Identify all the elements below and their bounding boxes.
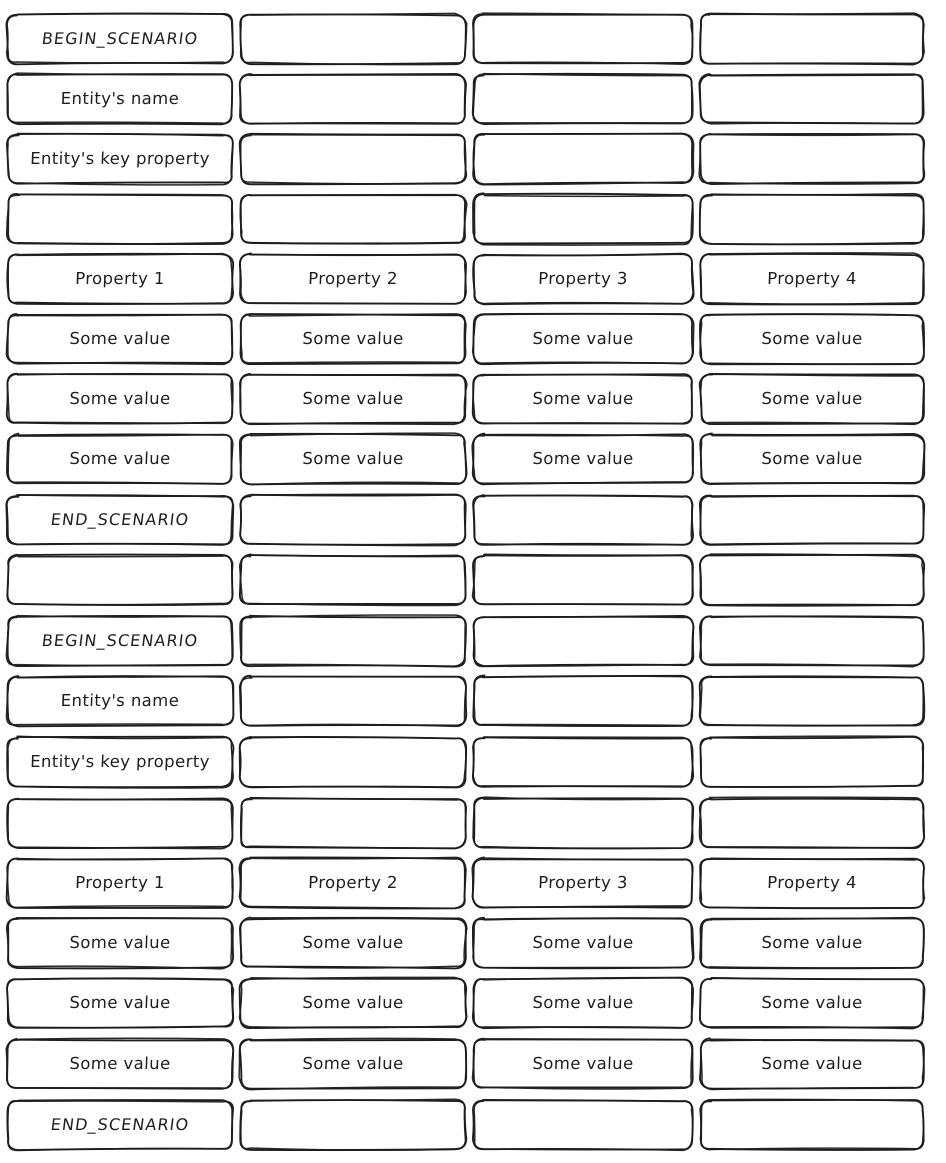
cell-label: Property 1 <box>74 268 166 288</box>
empty-cell[interactable] <box>239 193 467 245</box>
empty-cell[interactable] <box>699 1099 925 1151</box>
empty-cell[interactable] <box>472 615 694 667</box>
cell-scenario-1-begin-c1[interactable] <box>6 13 234 65</box>
cell-scenario-2-data-3-c4[interactable] <box>699 1038 925 1090</box>
cell-scenario-1-data-1-c4[interactable] <box>699 313 925 365</box>
sketch-rect-icon <box>472 133 694 185</box>
empty-cell[interactable] <box>472 1099 694 1151</box>
cell-label: Some value <box>532 328 634 348</box>
cell-label: Property 4 <box>766 872 858 892</box>
empty-cell[interactable] <box>6 797 234 849</box>
cell-label: Some value <box>69 388 171 408</box>
empty-cell[interactable] <box>472 554 694 606</box>
cell-label: Property 2 <box>307 872 399 892</box>
cell-label: Some value <box>302 992 404 1012</box>
cell-scenario-2-data-2-c4[interactable] <box>699 977 925 1029</box>
cell-scenario-2-end-c1[interactable] <box>6 1099 234 1151</box>
sketch-rect-icon <box>699 797 925 849</box>
empty-cell[interactable] <box>239 1099 467 1151</box>
sketch-rect-icon <box>239 675 467 727</box>
sketch-rect-icon <box>472 736 694 788</box>
cell-scenario-1-data-1-c2[interactable] <box>239 313 467 365</box>
sketch-rect-icon <box>699 615 925 667</box>
cell-label: Some value <box>69 448 171 468</box>
table-row <box>0 857 946 909</box>
sketch-rect-icon <box>472 675 694 727</box>
empty-cell[interactable] <box>472 133 694 185</box>
cell-scenario-1-data-3-c3[interactable] <box>472 433 694 485</box>
cell-scenario-1-data-2-c4[interactable] <box>699 373 925 425</box>
cell-label: Entity's key property <box>29 148 211 168</box>
cell-scenario-2-data-1-c1[interactable] <box>6 917 234 969</box>
cell-scenario-1-header-c4[interactable] <box>699 253 925 305</box>
table-row <box>0 133 946 185</box>
cell-label: Entity's name <box>60 690 180 710</box>
table-row <box>0 494 946 546</box>
sketch-rect-icon <box>472 1099 694 1151</box>
cell-label: Some value <box>69 992 171 1012</box>
empty-cell[interactable] <box>472 675 694 727</box>
cell-scenario-2-data-1-c2[interactable] <box>239 917 467 969</box>
sketch-rect-icon <box>6 193 234 245</box>
sketch-rect-icon <box>472 554 694 606</box>
table-row <box>0 433 946 485</box>
empty-cell[interactable] <box>239 554 467 606</box>
cell-scenario-2-entity-name-c1[interactable] <box>6 675 234 727</box>
empty-cell[interactable] <box>472 193 694 245</box>
cell-scenario-1-header-c2[interactable] <box>239 253 467 305</box>
cell-label: Some value <box>69 1053 171 1073</box>
empty-cell[interactable] <box>239 675 467 727</box>
empty-cell[interactable] <box>239 494 467 546</box>
sketch-rect-icon <box>472 494 694 546</box>
empty-cell[interactable] <box>239 797 467 849</box>
cell-label: Some value <box>532 932 634 952</box>
cell-scenario-2-data-1-c4[interactable] <box>699 917 925 969</box>
sketch-rect-icon <box>699 1099 925 1151</box>
empty-cell[interactable] <box>699 73 925 125</box>
cell-label: Some value <box>761 932 863 952</box>
empty-cell[interactable] <box>472 73 694 125</box>
sketch-rect-icon <box>699 675 925 727</box>
cell-label: Some value <box>532 448 634 468</box>
cell-label: Some value <box>69 328 171 348</box>
sketch-rect-icon <box>472 797 694 849</box>
cell-scenario-1-data-3-c1[interactable] <box>6 433 234 485</box>
cell-label: Some value <box>761 992 863 1012</box>
table-row <box>0 193 946 245</box>
cell-label: Some value <box>761 388 863 408</box>
empty-cell[interactable] <box>699 133 925 185</box>
empty-cell[interactable] <box>699 193 925 245</box>
table-row <box>0 917 946 969</box>
cell-scenario-2-header-c4[interactable] <box>699 857 925 909</box>
sketch-rect-icon <box>239 797 467 849</box>
cell-scenario-2-header-c3[interactable] <box>472 857 694 909</box>
empty-cell[interactable] <box>699 736 925 788</box>
empty-cell[interactable] <box>472 494 694 546</box>
empty-cell[interactable] <box>239 133 467 185</box>
empty-cell[interactable] <box>239 615 467 667</box>
table-row <box>0 736 946 788</box>
cell-label: Some value <box>532 388 634 408</box>
cell-scenario-2-data-3-c3[interactable] <box>472 1038 694 1090</box>
table-row <box>0 675 946 727</box>
cell-label: Some value <box>532 992 634 1012</box>
cell-label: END_SCENARIO <box>49 510 191 529</box>
cell-label: Some value <box>302 328 404 348</box>
empty-cell[interactable] <box>239 73 467 125</box>
cell-scenario-1-data-3-c2[interactable] <box>239 433 467 485</box>
cell-label: Some value <box>761 328 863 348</box>
sketch-rect-icon <box>699 73 925 125</box>
cell-label: Some value <box>532 1053 634 1073</box>
empty-cell[interactable] <box>472 797 694 849</box>
empty-cell[interactable] <box>699 797 925 849</box>
sketch-rect-icon <box>239 615 467 667</box>
cell-label: Some value <box>761 448 863 468</box>
cell-label: Some value <box>302 1053 404 1073</box>
cell-scenario-1-data-2-c3[interactable] <box>472 373 694 425</box>
table-row <box>0 313 946 365</box>
cell-label: Some value <box>69 932 171 952</box>
cell-scenario-1-data-1-c3[interactable] <box>472 313 694 365</box>
table-row <box>0 977 946 1029</box>
cell-label: BEGIN_SCENARIO <box>40 29 200 48</box>
cell-scenario-1-data-1-c1[interactable] <box>6 313 234 365</box>
empty-cell[interactable] <box>699 13 925 65</box>
cell-label: BEGIN_SCENARIO <box>40 631 200 650</box>
table-row <box>0 73 946 125</box>
sketch-rect-icon <box>6 554 234 606</box>
sketch-rect-icon <box>699 736 925 788</box>
sketch-rect-icon <box>239 554 467 606</box>
empty-cell[interactable] <box>239 736 467 788</box>
sketch-rect-icon <box>239 133 467 185</box>
cell-label: Entity's key property <box>29 751 211 771</box>
cell-label: Property 4 <box>766 268 858 288</box>
cell-scenario-2-header-c1[interactable] <box>6 857 234 909</box>
sketch-rect-icon <box>239 73 467 125</box>
sketch-rect-icon <box>472 13 694 65</box>
table-row <box>0 554 946 606</box>
cell-scenario-1-data-2-c1[interactable] <box>6 373 234 425</box>
sketch-rect-icon <box>472 73 694 125</box>
cell-label: Property 2 <box>307 268 399 288</box>
table-row <box>0 373 946 425</box>
sketch-rect-icon <box>239 494 467 546</box>
table-row <box>0 1099 946 1151</box>
cell-label: Some value <box>302 932 404 952</box>
table-row <box>0 615 946 667</box>
empty-cell[interactable] <box>699 615 925 667</box>
cell-scenario-2-header-c2[interactable] <box>239 857 467 909</box>
cell-label: Property 3 <box>537 268 629 288</box>
cell-label: Some value <box>302 388 404 408</box>
sketch-rect-icon <box>472 193 694 245</box>
empty-cell[interactable] <box>699 675 925 727</box>
cell-scenario-2-data-3-c2[interactable] <box>239 1038 467 1090</box>
cell-scenario-1-header-c3[interactable] <box>472 253 694 305</box>
cell-scenario-2-begin-c1[interactable] <box>6 615 234 667</box>
cell-scenario-2-data-2-c1[interactable] <box>6 977 234 1029</box>
sketch-rect-icon <box>239 736 467 788</box>
cell-label: Some value <box>302 448 404 468</box>
table-row <box>0 797 946 849</box>
cell-scenario-1-header-c1[interactable] <box>6 253 234 305</box>
cell-label: Property 3 <box>537 872 629 892</box>
table-row <box>0 253 946 305</box>
sketch-rect-icon <box>699 193 925 245</box>
sketch-rect-icon <box>239 193 467 245</box>
empty-cell[interactable] <box>239 13 467 65</box>
cell-scenario-2-data-2-c3[interactable] <box>472 977 694 1029</box>
sketch-rect-icon <box>699 133 925 185</box>
sketch-rect-icon <box>239 13 467 65</box>
cell-scenario-2-data-3-c1[interactable] <box>6 1038 234 1090</box>
cell-scenario-1-data-2-c2[interactable] <box>239 373 467 425</box>
empty-cell[interactable] <box>699 554 925 606</box>
table-row <box>0 1038 946 1090</box>
sketch-rect-icon <box>239 1099 467 1151</box>
cell-scenario-2-data-2-c2[interactable] <box>239 977 467 1029</box>
cell-scenario-1-data-3-c4[interactable] <box>699 433 925 485</box>
sketch-rect-icon <box>699 494 925 546</box>
sketch-rect-icon <box>472 615 694 667</box>
empty-cell[interactable] <box>472 13 694 65</box>
cell-label: Some value <box>761 1053 863 1073</box>
empty-cell[interactable] <box>699 494 925 546</box>
sketch-rect-icon <box>699 13 925 65</box>
cell-label: Entity's name <box>60 88 180 108</box>
cell-scenario-1-end-c1[interactable] <box>6 494 234 546</box>
sketch-rect-icon <box>699 554 925 606</box>
cell-scenario-1-entity-key-c1[interactable] <box>6 133 234 185</box>
empty-cell[interactable] <box>472 736 694 788</box>
cell-label: Property 1 <box>74 872 166 892</box>
cell-label: END_SCENARIO <box>49 1115 191 1134</box>
cell-scenario-2-entity-key-c1[interactable] <box>6 736 234 788</box>
empty-cell[interactable] <box>6 193 234 245</box>
empty-cell[interactable] <box>6 554 234 606</box>
cell-scenario-1-entity-name-c1[interactable] <box>6 73 234 125</box>
cell-scenario-2-data-1-c3[interactable] <box>472 917 694 969</box>
table-row <box>0 13 946 65</box>
sketch-rect-icon <box>6 797 234 849</box>
